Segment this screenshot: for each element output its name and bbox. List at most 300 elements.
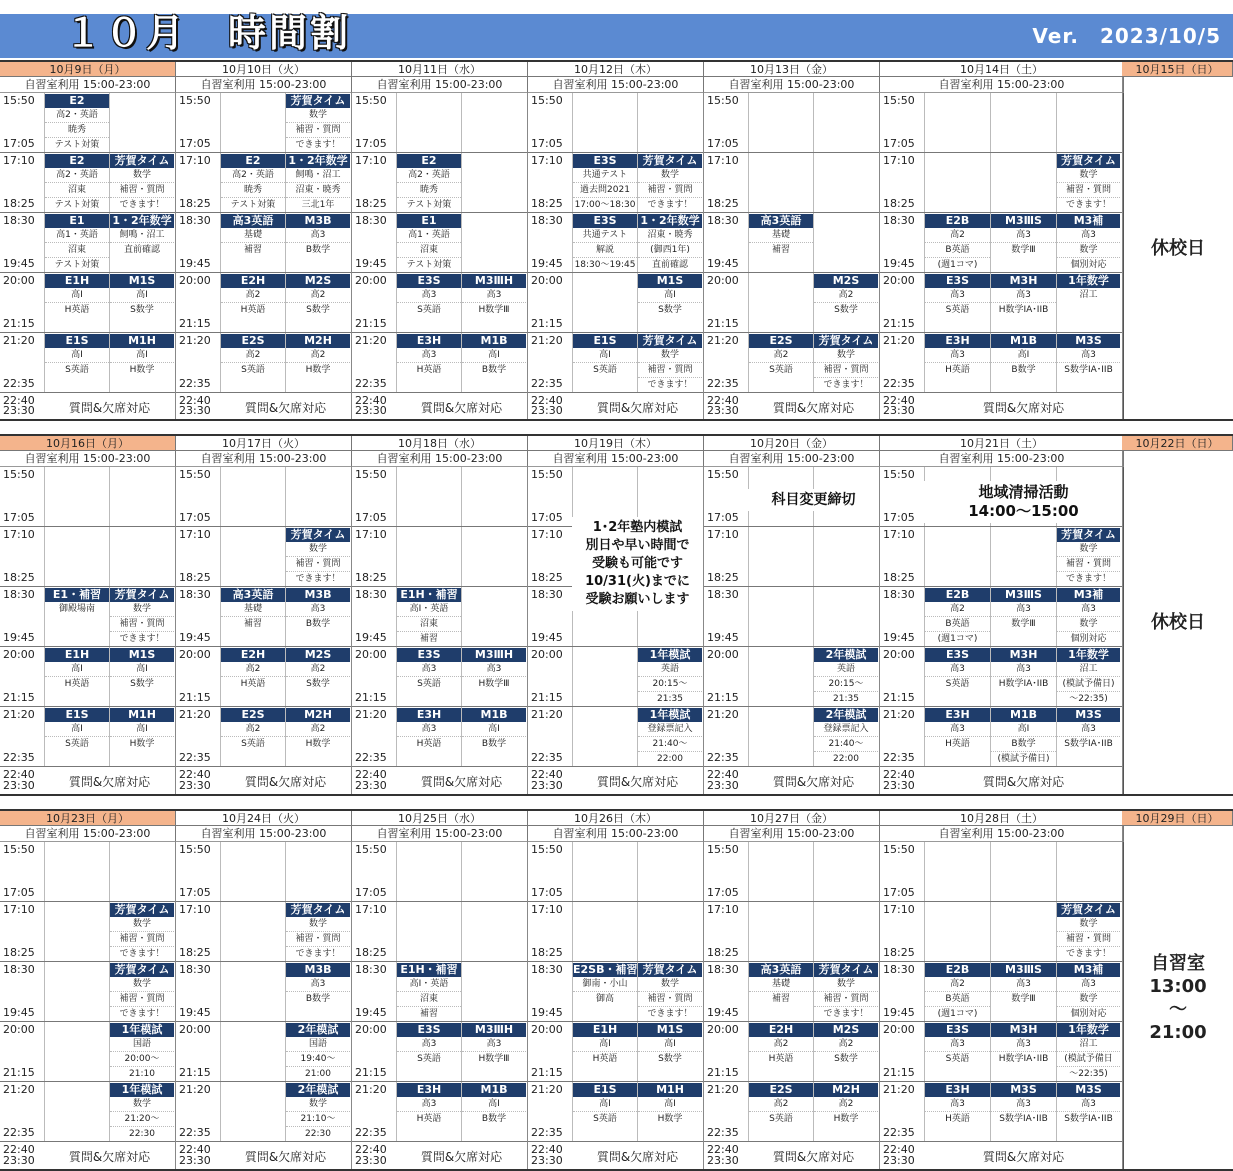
class-cell[interactable] (638, 213, 702, 272)
class-cell[interactable] (221, 333, 285, 392)
end-time: 21:15 (355, 1066, 387, 1079)
class-cell[interactable] (991, 213, 1056, 272)
start-time: 18:30 (707, 214, 739, 227)
class-cell[interactable] (397, 213, 461, 272)
class-name: 芳賀タイム (1057, 154, 1120, 168)
class-cell[interactable] (110, 1022, 174, 1081)
class-cell[interactable] (221, 707, 285, 766)
class-cell[interactable] (286, 467, 350, 526)
class-detail: 個別対応 (1070, 260, 1107, 270)
time-slot (880, 1142, 1123, 1169)
class-cell[interactable] (397, 527, 461, 586)
class-cell[interactable] (573, 842, 637, 901)
class-detail: ～22:35) (1069, 694, 1108, 704)
end-time: 18:25 (3, 946, 35, 959)
day-column (0, 467, 176, 794)
class-cell[interactable] (45, 273, 109, 332)
class-cell[interactable] (110, 707, 174, 766)
class-cell[interactable] (110, 527, 174, 586)
class-cell[interactable] (221, 1022, 285, 1081)
class-cell[interactable] (814, 527, 878, 586)
class-cell[interactable] (286, 527, 350, 586)
class-detail: 数学 (814, 348, 878, 363)
sunday-header: 10月22日（日） (1122, 436, 1233, 451)
class-cell[interactable] (991, 902, 1056, 961)
end-time: 18:25 (531, 946, 563, 959)
end-time: 21:15 (531, 1066, 563, 1079)
class-cell[interactable] (573, 902, 637, 961)
class-column (1056, 587, 1120, 646)
class-cell[interactable] (45, 707, 109, 766)
class-cell[interactable] (814, 842, 878, 901)
class-cell[interactable] (462, 273, 526, 332)
class-cell[interactable] (462, 213, 526, 272)
class-cell[interactable] (573, 273, 637, 332)
time-slot (0, 962, 175, 1022)
class-detail: できます！ (1065, 200, 1111, 210)
class-cell[interactable] (110, 1082, 174, 1141)
class-cell[interactable] (991, 1022, 1056, 1081)
class-column (220, 213, 286, 272)
start-time: 21:20 (883, 334, 915, 347)
class-cell[interactable] (573, 333, 637, 392)
study-room-hours: 自習室利用 15:00-23:00 (0, 451, 176, 467)
class-cell[interactable] (573, 153, 637, 212)
class-detail: 個別対応 (1070, 1009, 1107, 1019)
class-detail: S英語 (241, 365, 265, 375)
class-cell[interactable] (925, 842, 990, 901)
class-cell[interactable] (991, 962, 1056, 1021)
class-cell[interactable] (991, 93, 1056, 152)
class-cell[interactable] (925, 647, 990, 706)
class-cell[interactable] (286, 93, 350, 152)
class-cell[interactable] (925, 902, 990, 961)
class-cell[interactable] (45, 333, 109, 392)
class-cell[interactable] (1057, 647, 1120, 706)
end-time: 22:35 (883, 751, 915, 764)
class-cell[interactable] (814, 333, 878, 392)
class-cell[interactable] (286, 273, 350, 332)
time-slot (880, 767, 1123, 794)
class-cell[interactable] (221, 1082, 285, 1141)
class-column (638, 1022, 702, 1081)
class-cell[interactable] (749, 1082, 813, 1141)
class-cell[interactable] (749, 333, 813, 392)
class-cell[interactable] (110, 467, 174, 526)
class-cell[interactable] (45, 1022, 109, 1081)
class-detail: 沼東 (397, 992, 461, 1007)
class-cell[interactable] (573, 1082, 637, 1141)
class-cell[interactable] (814, 647, 878, 706)
class-column (814, 527, 878, 586)
class-cell[interactable] (991, 1082, 1056, 1141)
class-cell[interactable] (991, 333, 1056, 392)
class-cell[interactable] (749, 962, 813, 1021)
class-cell[interactable] (397, 1082, 461, 1141)
class-cell[interactable] (462, 902, 526, 961)
class-cell[interactable] (286, 213, 350, 272)
time-slot (880, 707, 1123, 767)
start-time: 21:20 (355, 1083, 387, 1096)
end-time: 21:15 (179, 317, 211, 330)
class-cell[interactable] (749, 153, 813, 212)
end-time: 22:35 (179, 377, 211, 390)
class-cell[interactable] (814, 213, 878, 272)
class-cell[interactable] (221, 842, 285, 901)
end-time: 17:05 (179, 511, 211, 524)
time-slot (0, 153, 175, 213)
class-cell[interactable] (925, 1022, 990, 1081)
class-cell[interactable] (1057, 962, 1120, 1021)
class-cell[interactable] (814, 273, 878, 332)
class-detail: 21:35 (833, 694, 859, 704)
class-detail: 飼鳴・沼工 (110, 228, 174, 243)
class-cell[interactable] (397, 647, 461, 706)
class-cell[interactable] (221, 213, 285, 272)
class-column (638, 213, 702, 272)
class-cell[interactable] (814, 962, 878, 1021)
start-time: 17:10 (355, 528, 387, 541)
time-slot (176, 1082, 351, 1142)
class-cell[interactable] (814, 902, 878, 961)
class-cell[interactable] (45, 467, 109, 526)
class-cell[interactable] (462, 153, 526, 212)
time-slot (176, 647, 351, 707)
start-time: 21:20 (531, 1083, 563, 1096)
end-time: 18:25 (355, 197, 387, 210)
class-name: E2SB・補習 (573, 963, 637, 976)
class-column (462, 707, 526, 766)
class-cell[interactable] (638, 153, 702, 212)
class-cell[interactable] (814, 153, 878, 212)
class-cell[interactable] (110, 647, 174, 706)
class-detail: H英語 (416, 739, 442, 749)
class-cell[interactable] (397, 962, 461, 1021)
class-name: 1年模試 (638, 648, 702, 662)
class-detail: 高3 (397, 722, 461, 737)
class-cell[interactable] (925, 93, 990, 152)
class-column (220, 1022, 286, 1081)
class-cell[interactable] (1057, 213, 1120, 272)
class-cell[interactable] (45, 1082, 109, 1141)
class-cell[interactable] (749, 1022, 813, 1081)
class-cell[interactable] (110, 213, 174, 272)
time-slot (176, 467, 351, 527)
class-cell[interactable] (221, 587, 285, 646)
class-cell[interactable] (925, 333, 990, 392)
class-cell[interactable] (749, 647, 813, 706)
class-cell[interactable] (397, 1022, 461, 1081)
class-column (572, 707, 638, 766)
class-cell[interactable] (925, 213, 990, 272)
class-detail: H数学 (129, 365, 155, 375)
class-cell[interactable] (925, 273, 990, 332)
class-cell[interactable] (221, 467, 285, 526)
class-cell[interactable] (638, 333, 702, 392)
time-slot (176, 93, 351, 153)
class-cell[interactable] (397, 467, 461, 526)
class-column (286, 707, 350, 766)
class-cell[interactable] (45, 842, 109, 901)
class-cell[interactable] (462, 1082, 526, 1141)
class-cell[interactable] (573, 962, 637, 1021)
qa-label: 質問&欠席対応 (68, 401, 151, 415)
class-column (1056, 273, 1120, 332)
class-name: E1S (45, 708, 109, 722)
class-cell[interactable] (45, 902, 109, 961)
class-cell[interactable] (462, 467, 526, 526)
class-cell[interactable] (573, 647, 637, 706)
class-cell[interactable] (286, 962, 350, 1021)
class-detail: 数学 (110, 168, 174, 183)
class-cell[interactable] (221, 153, 285, 212)
class-cell[interactable] (638, 962, 702, 1021)
end-time: 18:25 (707, 946, 739, 959)
end-time: 23:30 (883, 1154, 915, 1167)
class-cell[interactable] (286, 647, 350, 706)
class-cell[interactable] (991, 707, 1056, 766)
day-header: 10月13日（金） (704, 62, 880, 77)
class-column (990, 647, 1056, 706)
class-cell[interactable] (1057, 902, 1120, 961)
class-detail: 22:00 (833, 754, 859, 764)
class-cell[interactable] (991, 842, 1056, 901)
class-cell[interactable] (286, 707, 350, 766)
time-slot (176, 213, 351, 273)
end-time: 23:30 (355, 1154, 387, 1167)
class-column (462, 467, 526, 526)
class-cell[interactable] (1057, 93, 1120, 152)
class-cell[interactable] (1057, 1082, 1120, 1141)
class-cell[interactable] (462, 93, 526, 152)
class-cell[interactable] (286, 153, 350, 212)
class-cell[interactable] (749, 93, 813, 152)
class-detail: 高2 (286, 348, 350, 363)
class-cell[interactable] (749, 273, 813, 332)
study-room-hours: 自習室利用 15:00-23:00 (176, 451, 352, 467)
class-detail: 高2・英語 (45, 108, 109, 123)
class-cell[interactable] (991, 587, 1056, 646)
class-cell[interactable] (110, 587, 174, 646)
class-cell[interactable] (749, 587, 813, 646)
class-cell[interactable] (397, 333, 461, 392)
class-cell[interactable] (1057, 527, 1120, 586)
class-cell[interactable] (397, 842, 461, 901)
class-column (1056, 902, 1120, 961)
start-time: 17:10 (3, 903, 35, 916)
class-cell[interactable] (110, 273, 174, 332)
class-cell[interactable] (991, 527, 1056, 586)
class-cell[interactable] (286, 1022, 350, 1081)
class-column (462, 93, 526, 152)
class-cell[interactable] (221, 902, 285, 961)
class-cell[interactable] (749, 842, 813, 901)
class-cell[interactable] (749, 213, 813, 272)
class-cell[interactable] (1057, 842, 1120, 901)
class-detail: 数学 (286, 917, 350, 932)
class-cell[interactable] (45, 527, 109, 586)
class-cell[interactable] (45, 587, 109, 646)
class-cell[interactable] (397, 273, 461, 332)
class-cell[interactable] (286, 1082, 350, 1141)
class-cell[interactable] (1057, 273, 1120, 332)
time-slot (880, 842, 1123, 902)
week-block (0, 60, 1233, 421)
class-cell[interactable] (638, 707, 702, 766)
class-column (286, 333, 350, 392)
time-slot (0, 1142, 175, 1169)
class-cell[interactable] (110, 842, 174, 901)
class-cell[interactable] (221, 273, 285, 332)
class-cell[interactable] (925, 707, 990, 766)
class-cell[interactable] (638, 842, 702, 901)
time-slot (704, 153, 879, 213)
class-cell[interactable] (925, 587, 990, 646)
class-cell[interactable] (814, 1022, 878, 1081)
class-detail: 高Ⅰ (638, 1097, 702, 1112)
class-cell[interactable] (749, 902, 813, 961)
end-time: 18:25 (179, 197, 211, 210)
day-column (880, 93, 1124, 419)
class-cell[interactable] (749, 527, 813, 586)
class-cell[interactable] (221, 647, 285, 706)
class-cell[interactable] (573, 213, 637, 272)
class-cell[interactable] (925, 527, 990, 586)
class-cell[interactable] (45, 213, 109, 272)
class-cell[interactable] (462, 333, 526, 392)
class-cell[interactable] (221, 93, 285, 152)
class-cell[interactable] (45, 962, 109, 1021)
class-cell[interactable] (991, 153, 1056, 212)
class-cell[interactable] (462, 962, 526, 1021)
class-detail: 高3 (397, 662, 461, 677)
start-time: 17:10 (531, 903, 563, 916)
class-cell[interactable] (573, 707, 637, 766)
class-cell[interactable] (221, 527, 285, 586)
class-cell[interactable] (110, 93, 174, 152)
class-cell[interactable] (462, 1022, 526, 1081)
class-cell[interactable] (45, 153, 109, 212)
time-slot (352, 1142, 527, 1169)
start-time: 22:40 (531, 394, 563, 407)
end-time: 17:05 (355, 511, 387, 524)
class-cell[interactable] (462, 527, 526, 586)
class-column (638, 333, 702, 392)
class-name: E2B (925, 963, 990, 977)
class-detail: 高3 (462, 1037, 526, 1052)
class-cell[interactable] (638, 647, 702, 706)
class-cell[interactable] (110, 153, 174, 212)
class-name: E2H (221, 274, 285, 288)
start-time: 17:10 (707, 528, 739, 541)
end-time: 21:15 (707, 691, 739, 704)
class-cell[interactable] (462, 587, 526, 646)
class-detail: 高3 (925, 1097, 990, 1112)
class-cell[interactable] (462, 647, 526, 706)
class-cell[interactable] (991, 273, 1056, 332)
class-cell[interactable] (397, 707, 461, 766)
class-column (924, 587, 990, 646)
class-cell[interactable] (573, 93, 637, 152)
class-cell[interactable] (462, 842, 526, 901)
class-name: 芳賀タイム (286, 94, 350, 108)
class-cell[interactable] (1057, 333, 1120, 392)
class-detail: S数学 (306, 679, 330, 689)
class-cell[interactable] (286, 902, 350, 961)
class-column (110, 153, 174, 212)
class-name: M3ⅢS (991, 214, 1056, 228)
class-cell[interactable] (397, 153, 461, 212)
end-time: 23:30 (883, 404, 915, 417)
class-cell[interactable] (286, 333, 350, 392)
class-name: E1 (397, 214, 461, 228)
class-cell[interactable] (1057, 153, 1120, 212)
class-name: M1S (638, 274, 702, 288)
class-cell[interactable] (110, 902, 174, 961)
class-cell[interactable] (638, 1082, 702, 1141)
class-column (572, 647, 638, 706)
class-detail: できます！ (647, 200, 693, 210)
class-detail: 21:00 (305, 1069, 331, 1079)
class-cell[interactable] (925, 962, 990, 1021)
class-cell[interactable] (814, 1082, 878, 1141)
class-cell[interactable] (814, 587, 878, 646)
class-name: E1H (573, 1023, 637, 1037)
class-detail: 高3 (286, 228, 350, 243)
class-name: M2S (814, 1023, 878, 1037)
class-cell[interactable] (991, 647, 1056, 706)
class-detail: 沼工 (1057, 1037, 1120, 1052)
class-cell[interactable] (638, 902, 702, 961)
class-column (286, 467, 350, 526)
class-cell[interactable] (925, 153, 990, 212)
class-cell[interactable] (110, 962, 174, 1021)
class-cell[interactable] (462, 707, 526, 766)
class-cell[interactable] (221, 962, 285, 1021)
class-cell[interactable] (638, 93, 702, 152)
end-time: 21:15 (707, 1066, 739, 1079)
class-cell[interactable] (638, 273, 702, 332)
class-cell[interactable] (814, 707, 878, 766)
class-cell[interactable] (1057, 587, 1120, 646)
class-cell[interactable] (397, 587, 461, 646)
class-detail: 高3 (286, 977, 350, 992)
start-time: 15:50 (355, 468, 387, 481)
class-cell[interactable] (286, 587, 350, 646)
class-cell[interactable] (1057, 707, 1120, 766)
class-cell[interactable] (45, 647, 109, 706)
class-detail: 高Ⅰ (462, 1097, 526, 1112)
class-cell[interactable] (638, 1022, 702, 1081)
class-detail: 数学 (814, 977, 878, 992)
class-cell[interactable] (814, 93, 878, 152)
class-cell[interactable] (925, 1082, 990, 1141)
class-cell[interactable] (286, 842, 350, 901)
class-detail: 22:30 (129, 1129, 155, 1139)
class-cell[interactable] (397, 93, 461, 152)
day-header: 10月17日（火） (176, 436, 352, 451)
time-slot (704, 527, 879, 587)
class-detail: B数学 (481, 739, 507, 749)
class-cell[interactable] (45, 93, 109, 152)
day-header: 10月14日（土） (880, 62, 1124, 77)
class-cell[interactable] (1057, 1022, 1120, 1081)
class-cell[interactable] (110, 333, 174, 392)
class-cell[interactable] (573, 1022, 637, 1081)
end-time: 17:05 (531, 511, 563, 524)
class-cell[interactable] (749, 707, 813, 766)
class-cell[interactable] (397, 902, 461, 961)
